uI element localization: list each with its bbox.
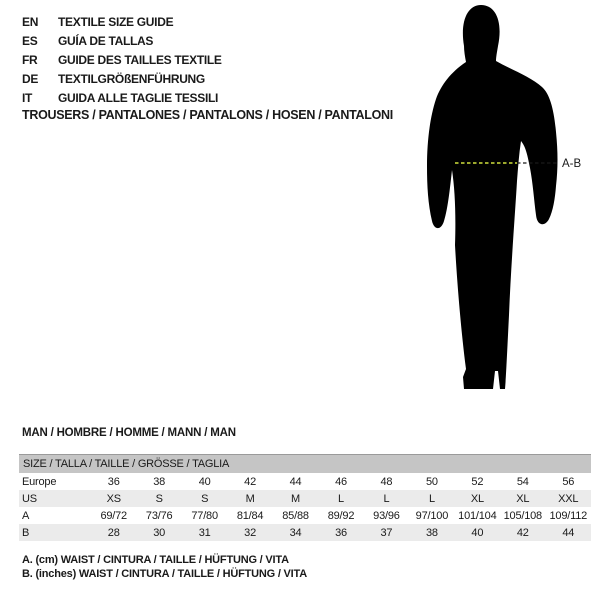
cell: 46 <box>335 475 347 488</box>
measure-label-ab: A-B <box>562 158 582 170</box>
cell: 38 <box>409 524 454 541</box>
cell: 54 <box>516 475 529 488</box>
cell: 81/84 <box>236 509 264 522</box>
lang-code: EN <box>22 15 39 29</box>
man-silhouette-figure <box>400 0 600 410</box>
cell: 56 <box>562 475 575 488</box>
cell: 44 <box>289 475 302 488</box>
lang-label: GUIDA ALLE TAGLIE TESSILI <box>58 91 219 105</box>
cell: S <box>182 490 227 507</box>
lang-row-es <box>22 32 222 51</box>
gender-title: MAN / HOMBRE / HOMME / MANN / MAN <box>22 427 236 439</box>
cell: M <box>227 490 272 507</box>
row-label: B <box>19 524 91 541</box>
cell: L <box>318 490 363 507</box>
cell: 85/88 <box>282 509 309 522</box>
lang-row-de <box>22 70 222 89</box>
cell: XL <box>455 490 500 507</box>
cell: XL <box>500 490 545 507</box>
row-label: US <box>19 490 91 507</box>
cell: 93/96 <box>373 509 400 522</box>
lang-row-it <box>22 89 222 108</box>
note-b-inches: B. (inches) WAIST / CINTURA / TAILLE / HÜFTUNG / VITA <box>22 568 307 580</box>
lang-code: IT <box>22 91 33 105</box>
cell: 89/92 <box>327 509 355 522</box>
lang-code: DE <box>22 72 39 86</box>
cell: 31 <box>182 524 227 541</box>
cell: 38 <box>153 475 166 488</box>
lang-code: ES <box>22 34 38 48</box>
cell: L <box>409 490 454 507</box>
table-row-b-inches <box>19 524 591 541</box>
man-silhouette <box>427 5 558 389</box>
cell: 40 <box>455 524 500 541</box>
cell: S <box>136 490 181 507</box>
cell: 36 <box>107 475 120 488</box>
size-table <box>19 454 591 541</box>
measurement-notes <box>22 553 307 581</box>
lang-label: GUÍA DE TALLAS <box>58 34 154 48</box>
lang-label: TEXTILGRÖßENFÜHRUNG <box>58 72 205 86</box>
cell: 101/104 <box>458 509 497 522</box>
cell: 109/112 <box>549 509 588 522</box>
cell: 42 <box>500 524 545 541</box>
table-row-a-cm <box>19 507 591 524</box>
cell: 42 <box>244 475 256 488</box>
cell: 50 <box>425 475 438 488</box>
cell: 69/72 <box>100 509 127 522</box>
cell: 73/76 <box>145 509 173 522</box>
cell: 48 <box>380 475 393 488</box>
table-row-us <box>19 490 591 507</box>
lang-row-fr <box>22 51 222 70</box>
cell: 36 <box>318 524 363 541</box>
table-header-row <box>19 455 591 474</box>
cell: 32 <box>227 524 272 541</box>
product-type-title: TROUSERS / PANTALONES / PANTALONS / HOSEN / PANTALONI <box>22 108 393 122</box>
row-label: Europe <box>22 475 57 488</box>
cell: 52 <box>471 475 484 488</box>
table-header-label: SIZE / TALLA / TAILLE / GRÖSSE / TAGLIA <box>19 455 591 474</box>
table-row-europe <box>19 473 591 490</box>
cell: XS <box>91 490 136 507</box>
cell: L <box>364 490 409 507</box>
cell: 97/100 <box>415 509 449 522</box>
cell: 44 <box>546 524 591 541</box>
note-a-cm: A. (cm) WAIST / CINTURA / TAILLE / HÜFTUNG / VITA <box>22 554 289 566</box>
lang-code: FR <box>22 53 38 67</box>
cell: XXL <box>546 490 591 507</box>
lang-row-en <box>22 13 222 32</box>
cell: 28 <box>91 524 136 541</box>
lang-label: TEXTILE SIZE GUIDE <box>58 15 174 29</box>
cell: 37 <box>364 524 409 541</box>
cell: 40 <box>198 475 211 488</box>
row-label: A <box>22 509 30 522</box>
lang-label: GUIDE DES TAILLES TEXTILE <box>58 53 222 67</box>
cell: 77/80 <box>191 509 218 522</box>
language-guide-list <box>22 13 222 108</box>
cell: M <box>273 490 318 507</box>
cell: 34 <box>273 524 318 541</box>
cell: 30 <box>136 524 181 541</box>
cell: 105/108 <box>503 509 542 522</box>
